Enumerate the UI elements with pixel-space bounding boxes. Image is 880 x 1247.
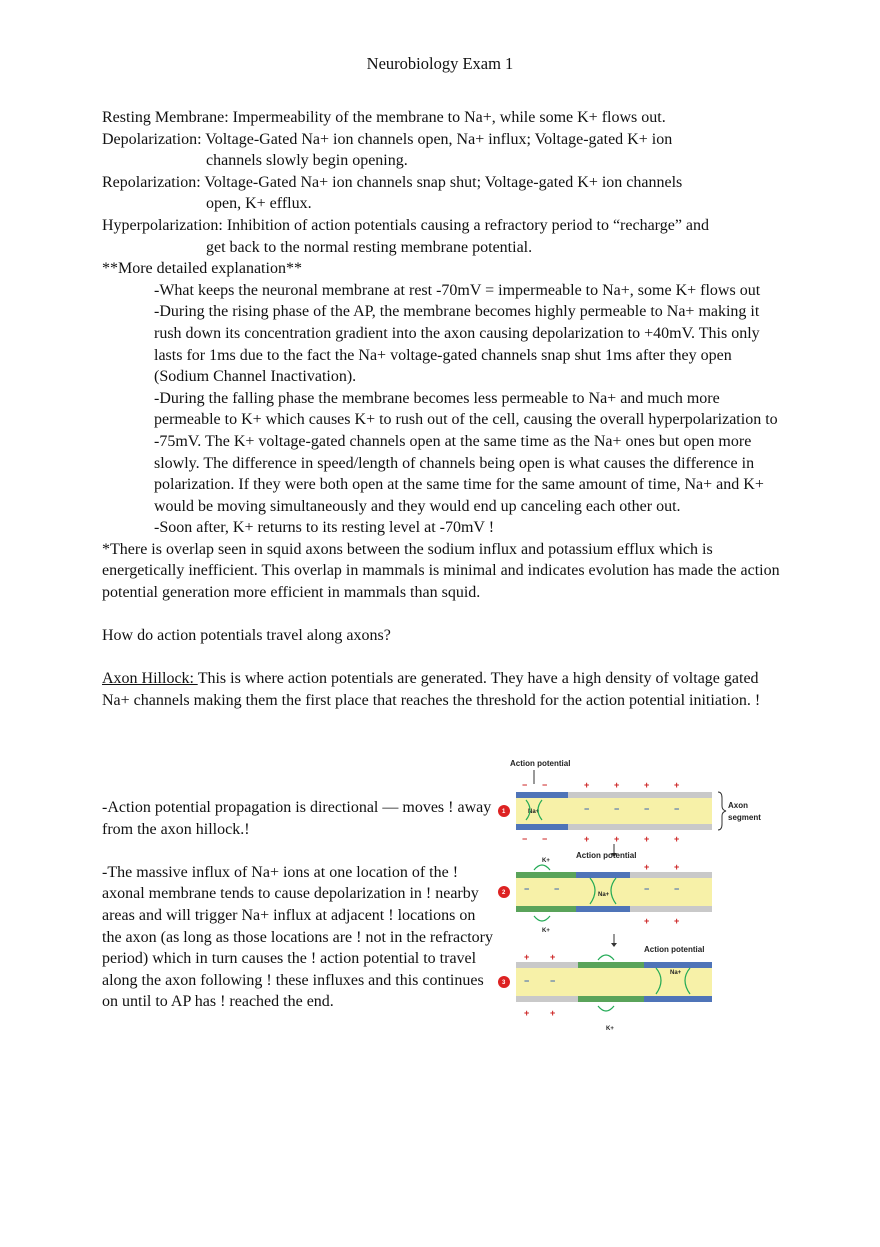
svg-text:+: + [614,834,620,844]
svg-text:+: + [644,834,650,844]
detail-point: -During the falling phase the membrane becomes less permeable to Na+ and much more permeable to K+ which causes K+ to rush out of the cell, causing the overall hyperpolarization to -75mV. The K+ voltage-gated channels open at the same time as the Na+ ones but open more slowly. The difference in speed/length of channels being open is what causes the difference in polarization. If they were both open at the same time for the same amount of time, Na+ and K+ would be moving simultaneously and they would end up canceling each other out. [154,389,778,515]
membrane-active-bottom-1 [516,824,568,830]
svg-text:2: 2 [502,890,506,896]
svg-text:−: − [644,804,650,814]
membrane-active-top-3 [644,962,712,968]
svg-text:+: + [550,952,556,962]
svg-text:K+: K+ [542,858,550,864]
def-resting: Resting Membrane: Impermeability of the membrane to Na+, while some K+ flows out. [102,109,666,126]
segment-label: segment [728,813,761,822]
axon-hillock-paragraph: Axon Hillock: This is where action potentials are generated. They have a high density of voltage gated Na+ channels making them the first place that reaches the threshold for the action potential initiation. ! [102,670,761,710]
svg-text:−: − [524,884,530,894]
membrane-refractory-top-2 [516,872,576,878]
svg-text:−: − [614,804,620,814]
svg-text:3: 3 [502,980,506,986]
svg-text:+: + [644,862,650,872]
svg-text:Na+: Na+ [670,970,682,976]
svg-text:−: − [522,780,528,790]
svg-text:K+: K+ [606,1026,614,1032]
propagation-point: -Action potential propagation is directional — moves ! away from the axon hillock.! [102,799,492,838]
def-depolarization: Depolarization: Voltage-Gated Na+ ion channels open, Na+ influx; Voltage-gated K+ ion channels slowly begin opening. [102,130,673,170]
svg-text:−: − [542,834,548,844]
membrane-active-top-2 [576,872,630,878]
main-text [102,107,782,712]
ap-propagation-diagram [494,754,776,1040]
propagation-point: -The massive influx of Na+ ions at one location of the ! axonal membrane tends to cause depolarization in ! nearby areas and will trigger Na+ influx at adjacent ! locations on the axon (as long as those locations are ! not in the refractory period) which in turn causes the ! action potential to travel along the axon following ! these influxes and this continues on until to AP has ! reached the end. [102,863,493,1011]
na-label-1: Na+ [528,809,540,815]
membrane-active-top-1 [516,792,568,798]
svg-text:−: − [674,804,680,814]
detail-point: -What keeps the neuronal membrane at rest -70mV = impermeable to Na+, some K+ flows out [154,281,761,299]
ap-label-3: Action potential [644,945,705,954]
section-question: How do action potentials travel along axons? [102,627,391,645]
svg-text:+: + [584,780,590,790]
svg-text:−: − [674,884,680,894]
ap-label-2: Action potential [576,851,637,860]
svg-text:+: + [584,834,590,844]
svg-text:+: + [674,916,680,926]
svg-text:−: − [550,976,556,986]
detailed-heading: **More detailed explanation** [102,260,302,278]
svg-text:+: + [614,780,620,790]
svg-text:−: − [554,884,560,894]
svg-text:+: + [674,780,680,790]
ap-label-1: Action potential [510,759,571,768]
svg-text:−: − [644,884,650,894]
svg-text:+: + [674,862,680,872]
svg-text:−: − [584,804,590,814]
svg-text:+: + [644,780,650,790]
svg-text:−: − [524,976,530,986]
svg-text:+: + [524,952,530,962]
detail-point: -Soon after, K+ returns to its resting level at -70mV ! [154,519,495,537]
svg-text:+: + [524,1008,530,1018]
svg-text:+: + [550,1008,556,1018]
def-repolarization: Repolarization: Voltage-Gated Na+ ion channels snap shut; Voltage-gated K+ ion channels open, K+ efflux. [102,173,683,213]
axoplasm-3 [516,968,712,996]
svg-text:−: − [522,834,528,844]
overlap-note: *There is overlap seen in squid axons between the sodium influx and potassium efflux which is energetically inefficient. This overlap in mammals is minimal and indicates evolution has made the action potential generation more efficient in mammals than squid. [102,540,780,602]
svg-text:+: + [674,834,680,844]
axon-hillock-term: Axon Hillock: [102,670,198,688]
axon-label: Axon [728,801,748,810]
membrane-refractory-top-3 [578,962,644,968]
action-potential-figure [494,754,776,1040]
svg-text:−: − [542,780,548,790]
svg-text:+: + [644,916,650,926]
svg-text:1: 1 [502,809,506,815]
def-hyperpolarization: Hyperpolarization: Inhibition of action potentials causing a refractory period to “recharge” and get back to the normal resting membrane potential. [102,216,710,256]
svg-text:K+: K+ [542,928,550,934]
svg-text:Na+: Na+ [598,892,610,898]
propagation-text [102,797,494,1013]
page-title: Neurobiology Exam 1 [366,54,514,73]
detail-point: -During the rising phase of the AP, the membrane becomes highly permeable to Na+ making it rush down its concentration gradient into the axon causing depolarization to +40mV. This only lasts for 1ms due to the fact the Na+ voltage-gated channels snap shut 1ms after they open (Sodium Channel Inactivation). [154,303,760,386]
